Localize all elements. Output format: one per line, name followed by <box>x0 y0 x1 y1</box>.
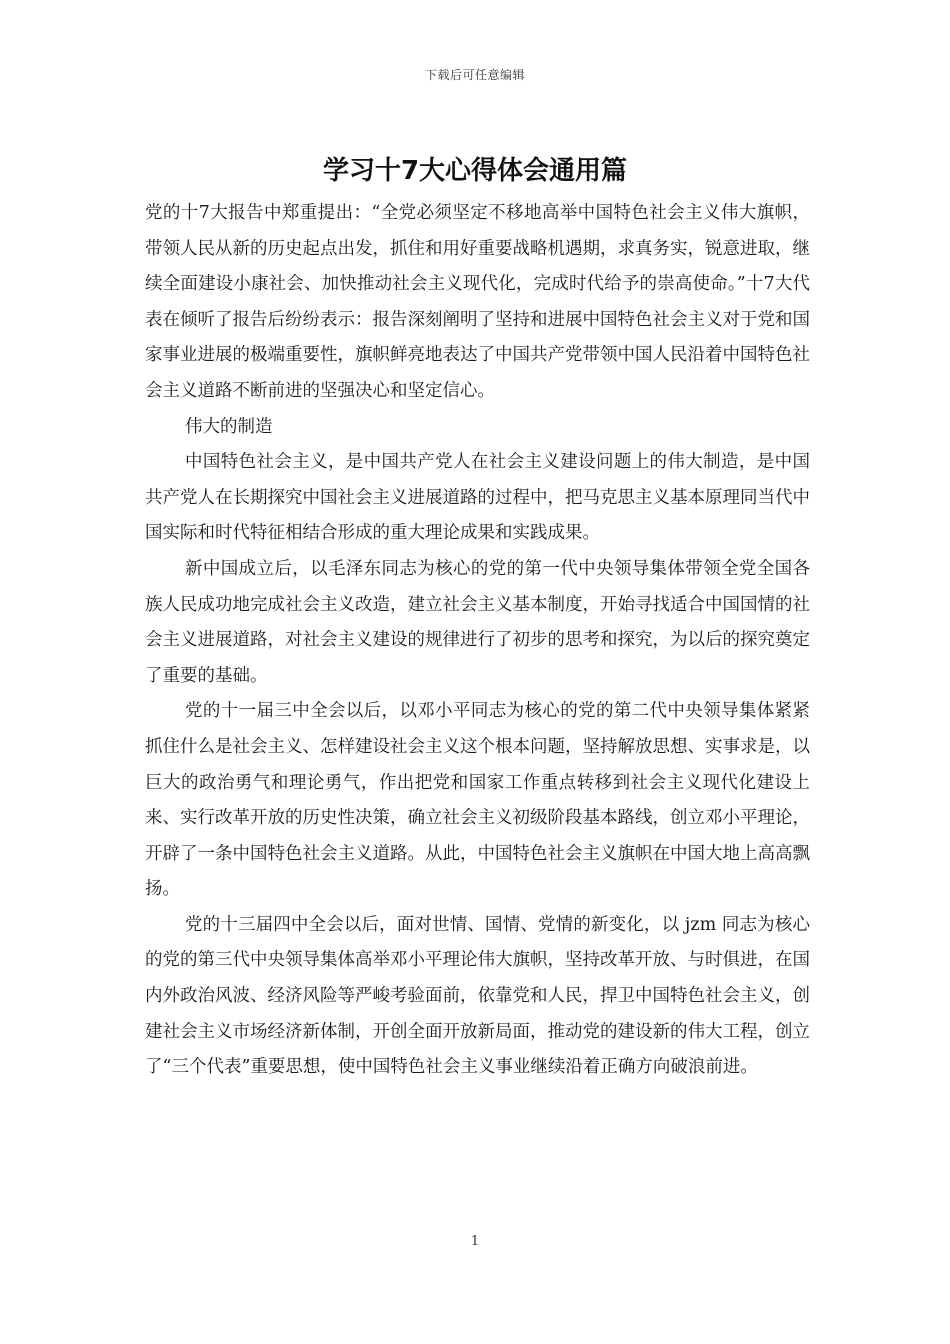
header-note: 下载后可任意编辑 <box>424 68 525 82</box>
document-title: 学习十7大心得体会通用篇 <box>322 156 628 186</box>
page-number: 1 <box>470 1234 480 1249</box>
paragraph-second-generation: 党的十一届三中全会以后，以邓小平同志为核心的党的第二代中央领导集体紧紧抓住什么是社会主义、怎样建设社会主义这个根本问题，坚持解放思想、实事求是，以巨大的政治勇气和理论勇气，作出把党和国家工作重点转移到社会主义现代化建设上来、实行改革开放的历史性决策，确立社会主义初级阶段基本路线，创立邓小平理论，开辟了一条中国特色社会主义道路。从此，中国特色社会主义旗帜在中国大地上高高飘扬。 <box>145 701 810 900</box>
paragraph-first-generation: 新中国成立后，以毛泽东同志为核心的党的第一代中央领导集体带领全党全国各族人民成功地完成社会主义改造，建立社会主义基本制度，开始寻找适合中国国情的社会主义进展道路，对社会主义建设的规律进行了初步的思考和探究，为以后的探究奠定了重要的基础。 <box>145 558 810 686</box>
section-heading: 伟大的制造 <box>185 416 273 437</box>
paragraph-definition: 中国特色社会主义，是中国共产党人在社会主义建设问题上的伟大制造，是中国共产党人在长期探究中国社会主义进展道路的过程中，把马克思主义基本原理同当代中国实际和时代特征相结合形成的重大理论成果和实践成果。 <box>145 452 810 544</box>
paragraph-third-generation: 党的十三届四中全会以后，面对世情、国情、党情的新变化，以 jzm 同志为核心的党的第三代中央领导集体高举邓小平理论伟大旗帜，坚持改革开放、与时俱进，在国内外政治风波、经济风险等严峻考验面前，依靠党和人民，捍卫中国特色社会主义，创建社会主义市场经济新体制，开创全面开放新局面，推动党的建设新的伟大工程，创立了“三个代表”重要思想，使中国特色社会主义事业继续沿着正确方向破浪前进。 <box>145 914 810 1078</box>
document-body <box>145 196 810 1086</box>
paragraph-intro: 党的十7大报告中郑重提出：“全党必须坚定不移地高举中国特色社会主义伟大旗帜，带领人民从新的历史起点出发，抓住和用好重要战略机遇期，求真务实，锐意进取，继续全面建设小康社会、加快推动社会主义现代化，完成时代给予的崇高使命。”十7大代表在倾听了报告后纷纷表示：报告深刻阐明了坚持和进展中国特色社会主义对于党和国家事业进展的极端重要性，旗帜鲜亮地表达了中国共产党带领中国人民沿着中国特色社会主义道路不断前进的坚强决心和坚定信心。 <box>145 203 810 401</box>
